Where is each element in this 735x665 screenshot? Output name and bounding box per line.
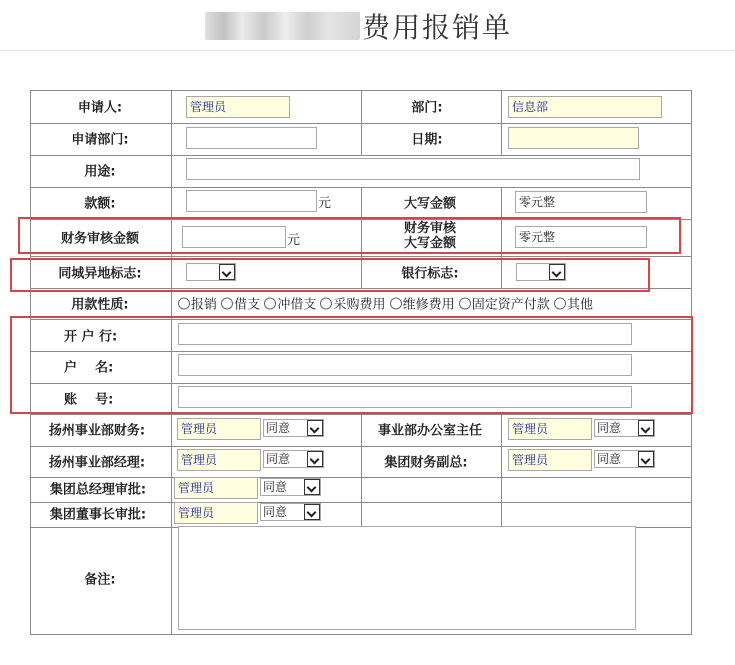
- radio-circle-icon[interactable]: [459, 298, 471, 310]
- amount-label: 款额:: [84, 196, 116, 212]
- group-gm-person[interactable]: 管理员: [174, 477, 258, 499]
- office-director-label: 事业部办公室主任: [377, 423, 483, 439]
- group-gm-label: 集团总经理审批:: [49, 482, 147, 498]
- bank-flag-label: 银行标志:: [401, 266, 459, 282]
- bank-field[interactable]: [178, 323, 632, 345]
- amount-upper-field: 零元整: [515, 191, 647, 213]
- radio-option[interactable]: 报销: [178, 298, 217, 313]
- amount-unit: 元: [318, 196, 332, 211]
- group-finance-vp-label: 集团财务副总:: [384, 455, 468, 471]
- applicant-field[interactable]: 管理员: [186, 96, 290, 118]
- yz-finance-decision[interactable]: 同意: [263, 419, 324, 437]
- radio-circle-icon[interactable]: [178, 298, 190, 310]
- radio-circle-icon[interactable]: [221, 298, 233, 310]
- usage-type-label: 用款性质:: [71, 297, 129, 313]
- page-header: [0, 0, 735, 51]
- radio-circle-icon[interactable]: [390, 298, 402, 310]
- radio-option[interactable]: 固定资产付款: [459, 298, 550, 313]
- audit-upper-field: 零元整: [515, 226, 647, 248]
- city-flag-label: 同城异地标志:: [58, 266, 142, 282]
- chevron-down-icon: [304, 479, 320, 495]
- chevron-down-icon: [638, 420, 654, 436]
- remarks-textarea[interactable]: [178, 526, 636, 630]
- chevron-down-icon: [307, 420, 323, 436]
- page-title: 费用报销单: [362, 11, 513, 44]
- office-director-decision[interactable]: 同意: [594, 419, 655, 437]
- chevron-down-icon: [638, 451, 654, 467]
- chevron-down-icon: [307, 451, 323, 467]
- audit-amount-field[interactable]: [182, 226, 286, 248]
- group-finance-vp-decision[interactable]: 同意: [594, 450, 655, 468]
- radio-option[interactable]: 维修费用: [390, 298, 455, 313]
- radio-circle-icon[interactable]: [264, 298, 276, 310]
- group-gm-decision[interactable]: 同意: [260, 478, 321, 496]
- yz-manager-decision[interactable]: 同意: [263, 450, 324, 468]
- apply-dept-label: 申请部门:: [71, 132, 129, 148]
- bank-flag-select[interactable]: [516, 263, 566, 281]
- group-chairman-label: 集团董事长审批:: [49, 507, 147, 523]
- audit-amount-label: 财务审核金额: [60, 231, 140, 247]
- account-name-label: 户 名:: [64, 360, 114, 376]
- chevron-down-icon: [549, 264, 565, 280]
- chevron-down-icon: [304, 504, 320, 520]
- city-flag-select[interactable]: [186, 263, 236, 281]
- office-director-person[interactable]: 管理员: [508, 418, 592, 440]
- audit-amount-unit: 元: [287, 233, 301, 248]
- yz-finance-person[interactable]: 管理员: [177, 418, 261, 440]
- radio-circle-icon[interactable]: [320, 298, 332, 310]
- department-field[interactable]: 信息部: [508, 96, 662, 118]
- purpose-field[interactable]: [186, 158, 640, 180]
- date-field[interactable]: [508, 127, 639, 149]
- radio-option[interactable]: 采购费用: [320, 298, 385, 313]
- account-no-label: 账 号:: [64, 392, 114, 408]
- yz-finance-label: 扬州事业部财务:: [48, 423, 146, 439]
- radio-circle-icon[interactable]: [554, 298, 566, 310]
- radio-option[interactable]: 借支: [221, 298, 260, 313]
- usage-type-radio-group: [178, 294, 593, 313]
- bank-label: 开 户 行:: [64, 329, 118, 345]
- amount-upper-label: 大写金额: [403, 196, 457, 212]
- yz-manager-label: 扬州事业部经理:: [48, 455, 146, 471]
- department-label: 部门:: [411, 100, 443, 116]
- yz-manager-person[interactable]: 管理员: [177, 449, 261, 471]
- radio-option[interactable]: 其他: [554, 298, 593, 313]
- radio-option[interactable]: 冲借支: [264, 298, 316, 313]
- group-finance-vp-person[interactable]: 管理员: [508, 449, 592, 471]
- chevron-down-icon: [219, 264, 235, 280]
- remarks-label: 备注:: [84, 572, 116, 588]
- account-name-field[interactable]: [178, 354, 632, 376]
- blurred-company-name: [205, 12, 360, 40]
- amount-field[interactable]: [186, 190, 317, 212]
- group-chairman-person[interactable]: 管理员: [174, 502, 258, 524]
- purpose-label: 用途:: [84, 164, 116, 180]
- date-label: 日期:: [411, 132, 443, 148]
- applicant-label: 申请人:: [77, 100, 123, 116]
- audit-upper-label: 财务审核 大写金额: [403, 221, 457, 251]
- group-chairman-decision[interactable]: 同意: [260, 503, 321, 521]
- apply-dept-field[interactable]: [186, 127, 317, 149]
- account-no-field[interactable]: [178, 386, 632, 408]
